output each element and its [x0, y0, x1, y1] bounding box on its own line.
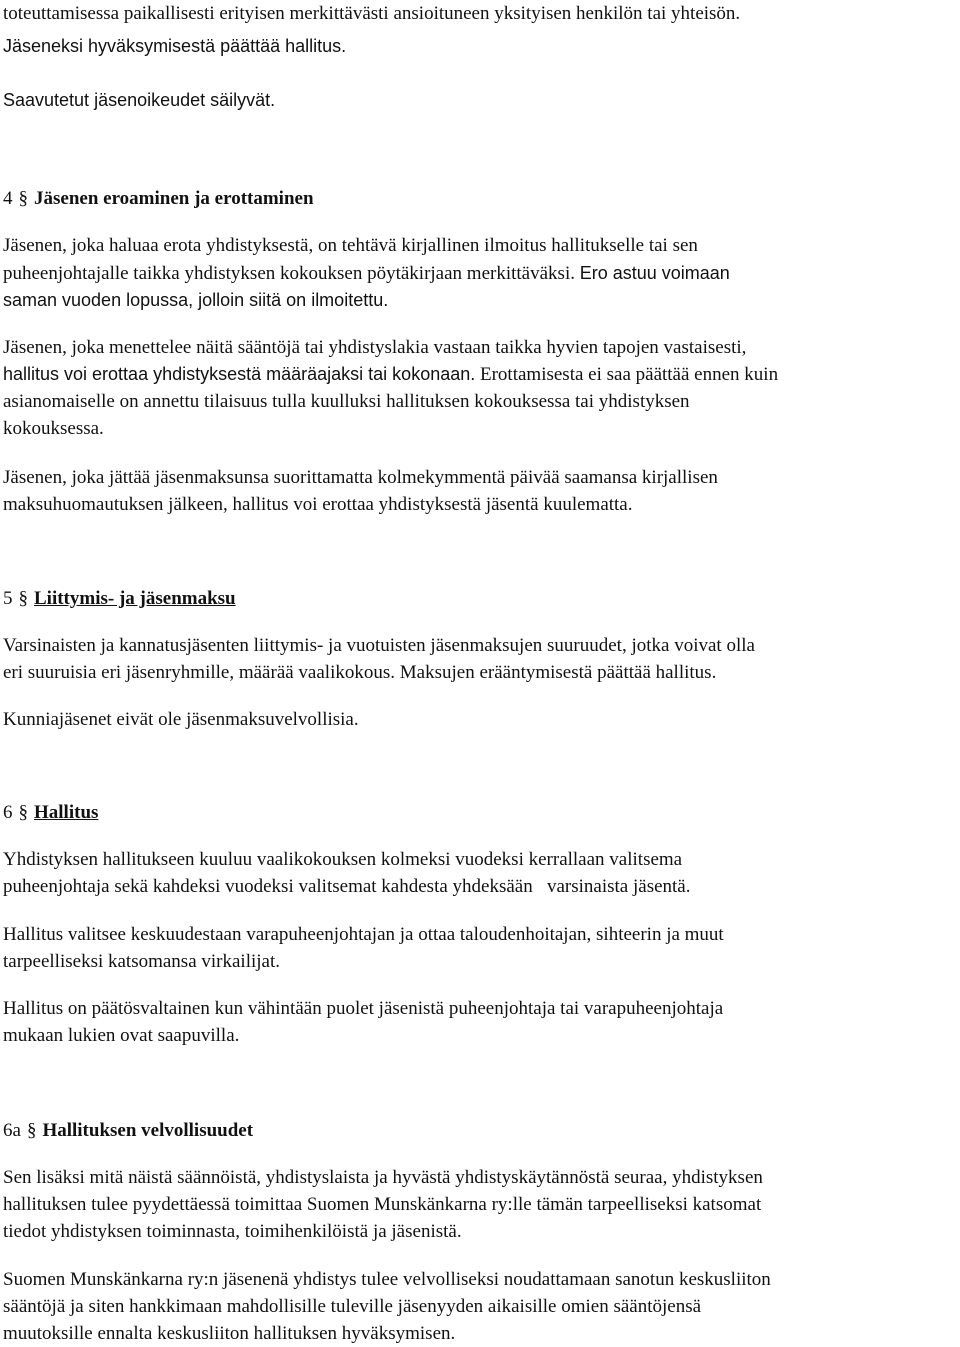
- intro-line-3: Saavutetut jäsenoikeudet säilyvät.: [3, 90, 276, 110]
- section-4-p2-line-1: Jäsenen, joka menettelee näitä sääntöjä tai yhdistyslakia vastaan taikka hyvien tapojen vastaisesti,: [3, 337, 747, 358]
- text-run: Erottamisesta ei saa päättää ennen kuin: [480, 364, 779, 385]
- section-6-p3-line-1: Hallitus on päätösvaltainen kun vähintään puolet jäsenistä puheenjohtaja tai varapuheenjohtaja: [3, 998, 724, 1019]
- section-6-p2-line-2: tarpeelliseksi katsomansa virkailijat.: [3, 951, 281, 972]
- section-number: 5: [3, 588, 13, 609]
- section-4-p2-line-3: asianomaiselle on annettu tilaisuus tulla kuulluksi hallituksen kokouksessa tai yhdistyksen: [3, 391, 690, 412]
- section-5-p1-line-1: Varsinaisten ja kannatusjäsenten liittymis- ja vuotuisten jäsenmaksujen suuruudet, jotka voivat olla: [3, 635, 755, 656]
- section-4-p1-line-3: saman vuoden lopussa, jolloin siitä on ilmoitettu.: [3, 290, 389, 310]
- section-4-p3-line-1: Jäsenen, joka jättää jäsenmaksunsa suorittamatta kolmekymmentä päivää saamansa kirjallisen: [3, 467, 718, 488]
- section-number: 6: [3, 802, 13, 823]
- section-6-heading: [3, 799, 98, 826]
- section-6-p3-line-2: mukaan lukien ovat saapuvilla.: [3, 1025, 240, 1046]
- intro-line-2: Jäseneksi hyväksymisestä päättää hallitus.: [3, 36, 347, 56]
- section-6a-p1-line-2: hallituksen tulee pyydettäessä toimittaa Suomen Munskänkarna ry:lle tämän tarpeelliseksi katsomat: [3, 1194, 762, 1215]
- section-sign: §: [26, 1120, 37, 1141]
- text-run: hallitus voi erottaa yhdistyksestä määräajaksi tai kokonaan.: [3, 364, 476, 384]
- section-5-p1-line-2: eri suuruisia eri jäsenryhmille, määrää vaalikokous. Maksujen erääntymisestä päättää hallitus.: [3, 662, 717, 683]
- section-sign: §: [18, 588, 28, 609]
- intro-line-1: toteuttamisessa paikallisesti erityisen merkittävästi ansioituneen yksityisen henkilön tai yhteisön.: [3, 3, 741, 24]
- section-title: Hallituksen velvollisuudet: [42, 1120, 254, 1141]
- section-sign: §: [18, 802, 28, 823]
- section-number: 4: [3, 188, 13, 209]
- section-6a-p1-line-3: tiedot yhdistyksen toiminnasta, toimihenkilöistä ja jäsenistä.: [3, 1221, 462, 1242]
- section-4-p1-line-1: Jäsenen, joka haluaa erota yhdistyksestä, on tehtävä kirjallinen ilmoitus hallitukselle tai sen: [3, 235, 698, 256]
- section-6-p1-line-2: puheenjohtaja sekä kahdeksi vuodeksi valitsemat kahdesta yhdeksään varsinaista jäsentä.: [3, 876, 691, 897]
- section-6a-heading: [3, 1117, 253, 1144]
- section-title: Jäsenen eroaminen ja erottaminen: [34, 188, 314, 209]
- section-6a-p1-line-1: Sen lisäksi mitä näistä säännöistä, yhdistyslaista ja hyvästä yhdistyskäytännöstä seuraa, yhdistyksen: [3, 1167, 763, 1188]
- section-4-heading: [3, 185, 314, 212]
- section-4-p1-line-2: [3, 260, 730, 287]
- text-run: Ero astuu voimaan: [579, 263, 730, 283]
- section-number: 6a: [3, 1120, 21, 1141]
- section-6-p1-line-1: Yhdistyksen hallitukseen kuuluu vaalikokouksen kolmeksi vuodeksi kerrallaan valitsema: [3, 849, 683, 870]
- section-6-p2-line-1: Hallitus valitsee keskuudestaan varapuheenjohtajan ja ottaa taloudenhoitajan, sihteerin ja muut: [3, 924, 724, 945]
- section-title: Hallitus: [34, 802, 99, 823]
- section-5-p2-line-1: Kunniajäsenet eivät ole jäsenmaksuvelvollisia.: [3, 709, 359, 730]
- section-6a-p2-line-3: muutoksille ennalta keskusliiton hallituksen hyväksymisen.: [3, 1323, 456, 1344]
- section-6a-p2-line-1: Suomen Munskänkarna ry:n jäsenenä yhdistys tulee velvolliseksi noudattamaan sanotun keskusliiton: [3, 1269, 771, 1290]
- section-4-p3-line-2: maksuhuomautuksen jälkeen, hallitus voi erottaa yhdistyksestä jäsentä kuulematta.: [3, 494, 633, 515]
- text-run: puheenjohtajalle taikka yhdistyksen kokouksen pöytäkirjaan merkittäväksi.: [3, 263, 575, 284]
- section-4-p2-line-4: kokouksessa.: [3, 418, 104, 439]
- section-6a-p2-line-2: sääntöjä ja siten hankkimaan mahdollisille tuleville jäsenyyden aikaisille omien sääntöjensä: [3, 1296, 702, 1317]
- section-5-heading: [3, 585, 236, 612]
- section-title: Liittymis- ja jäsenmaksu: [34, 588, 236, 609]
- section-sign: §: [18, 188, 28, 209]
- section-4-p2-line-2: [3, 361, 778, 388]
